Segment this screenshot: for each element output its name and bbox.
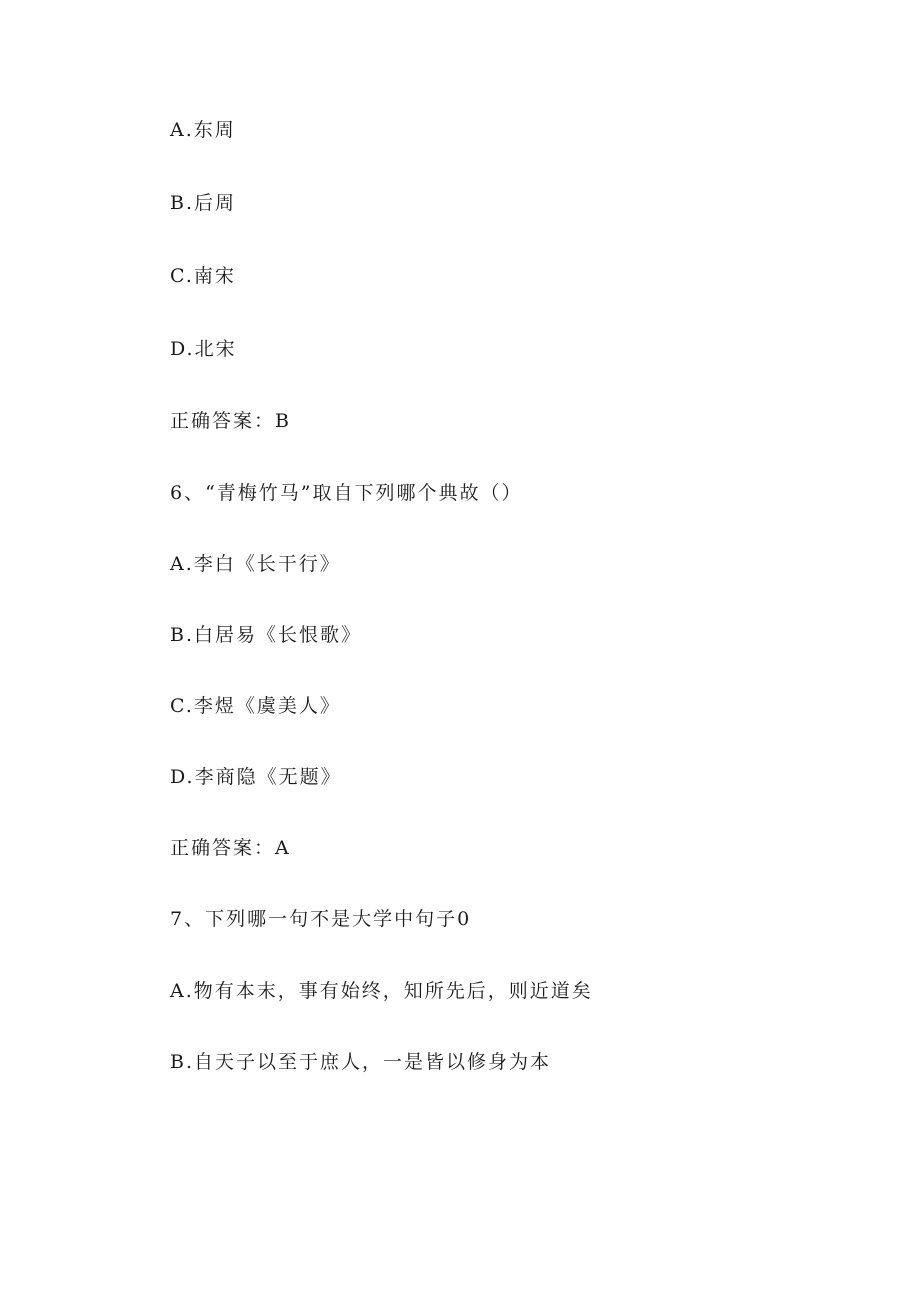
option-d-q5: D.北宋 — [170, 338, 237, 360]
option-b-q7: B.自天子以至于庶人，一是皆以修身为本 — [170, 1051, 552, 1073]
answer-q5: 正确答案：B — [170, 410, 291, 432]
question-6: 6、“青梅竹马”取自下列哪个典故（） — [170, 482, 523, 504]
option-a-q5: A.东周 — [170, 119, 236, 141]
option-b-q5: B.后周 — [170, 192, 237, 214]
option-a-q6: A.李白《长干行》 — [170, 553, 341, 575]
option-c-q6: C.李煜《虞美人》 — [170, 695, 341, 717]
option-b-q6: B.白居易《长恨歌》 — [170, 624, 363, 646]
option-d-q6: D.李商隐《无题》 — [170, 766, 342, 788]
option-c-q5: C.南宋 — [170, 265, 236, 287]
answer-q6: 正确答案：A — [170, 837, 291, 859]
option-a-q7: A.物有本末，事有始终，知所先后，则近道矣 — [170, 980, 593, 1002]
question-7: 7、下列哪一句不是大学中句子0 — [170, 908, 472, 930]
